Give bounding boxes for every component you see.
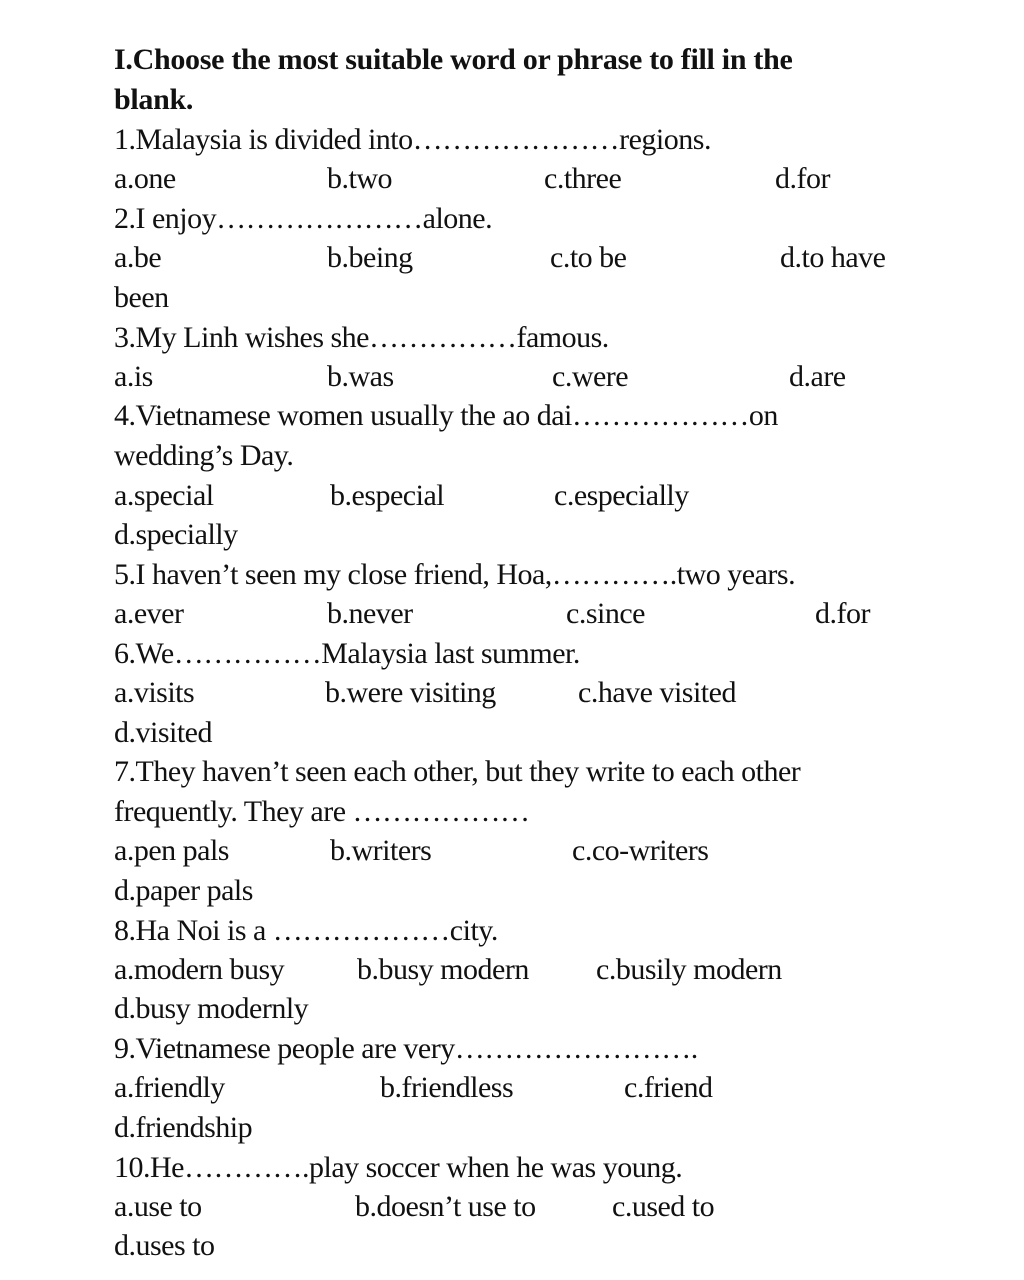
question-1-option-b: b.two — [327, 162, 392, 195]
question-4-option-a: a.special — [114, 479, 214, 512]
question-3-option-b: b.was — [327, 360, 394, 393]
question-2-option-d: d.to have — [780, 241, 886, 274]
question-4-option-b: b.especial — [330, 479, 445, 512]
question-3-option-a: a.is — [114, 360, 153, 393]
question-1-option-c: c.three — [544, 162, 622, 195]
question-4-text: 4.Vietnamese women usually the ao dai………………on — [114, 399, 778, 432]
question-2-option-a: a.be — [114, 241, 162, 274]
question-10-option-b: b.doesn’t use to — [355, 1190, 536, 1223]
question-3-option-c: c.were — [552, 360, 629, 393]
question-3-option-d: d.are — [789, 360, 846, 393]
question-5-option-b: b.never — [327, 597, 413, 630]
question-5-option-d: d.for — [815, 597, 870, 630]
question-4-option-d: d.specially — [114, 518, 238, 551]
question-7-option-a: a.pen pals — [114, 834, 229, 867]
question-5-text: 5.I haven’t seen my close friend, Hoa,………….two years. — [114, 558, 796, 591]
question-10-option-a: a.use to — [114, 1190, 202, 1223]
question-9-option-c: c.friend — [624, 1071, 713, 1104]
exercise-title: I.Choose the most suitable word or phrase to fill in the blank. — [114, 43, 793, 116]
question-9-option-a: a.friendly — [114, 1071, 225, 1104]
question-9-text: 9.Vietnamese people are very……………………. — [114, 1032, 698, 1065]
question-7-option-b: b.writers — [330, 834, 432, 867]
question-5-option-c: c.since — [566, 597, 645, 630]
question-9-option-b: b.friendless — [380, 1071, 514, 1104]
question-2-option-d-continued: been — [114, 281, 169, 314]
question-6-option-a: a.visits — [114, 676, 195, 709]
question-4-text-continued: wedding’s Day. — [114, 439, 294, 472]
question-10-text: 10.He………….play soccer when he was young. — [114, 1151, 683, 1184]
question-2-text: 2.I enjoy…………………alone. — [114, 202, 493, 235]
question-7-text-continued: frequently. They are ……………… — [114, 795, 530, 828]
question-5-option-a: a.ever — [114, 597, 184, 630]
question-8-option-a: a.modern busy — [114, 953, 285, 986]
question-7-option-c: c.co-writers — [572, 834, 709, 867]
question-9-option-d: d.friendship — [114, 1111, 253, 1144]
question-6-option-c: c.have visited — [578, 676, 736, 709]
question-2-option-b: b.being — [327, 241, 413, 274]
question-8-text: 8.Ha Noi is a ………………city. — [114, 914, 498, 947]
question-7-option-d: d.paper pals — [114, 874, 253, 907]
question-6-text: 6.We……………Malaysia last summer. — [114, 637, 580, 670]
question-4-option-c: c.especially — [554, 479, 689, 512]
question-6-option-d: d.visited — [114, 716, 212, 749]
question-8-option-c: c.busily modern — [596, 953, 782, 986]
question-10-option-d: d.uses to — [114, 1229, 215, 1262]
question-8-option-d: d.busy modernly — [114, 992, 309, 1025]
question-10-option-c: c.used to — [612, 1190, 715, 1223]
question-1-text: 1.Malaysia is divided into…………………regions. — [114, 123, 711, 156]
question-2-option-c: c.to be — [550, 241, 627, 274]
question-7-text: 7.They haven’t seen each other, but they write to each other — [114, 755, 801, 788]
question-1-option-d: d.for — [775, 162, 830, 195]
question-6-option-b: b.were visiting — [325, 676, 496, 709]
question-3-text: 3.My Linh wishes she……………famous. — [114, 321, 609, 354]
question-8-option-b: b.busy modern — [357, 953, 529, 986]
question-1-option-a: a.one — [114, 162, 176, 195]
